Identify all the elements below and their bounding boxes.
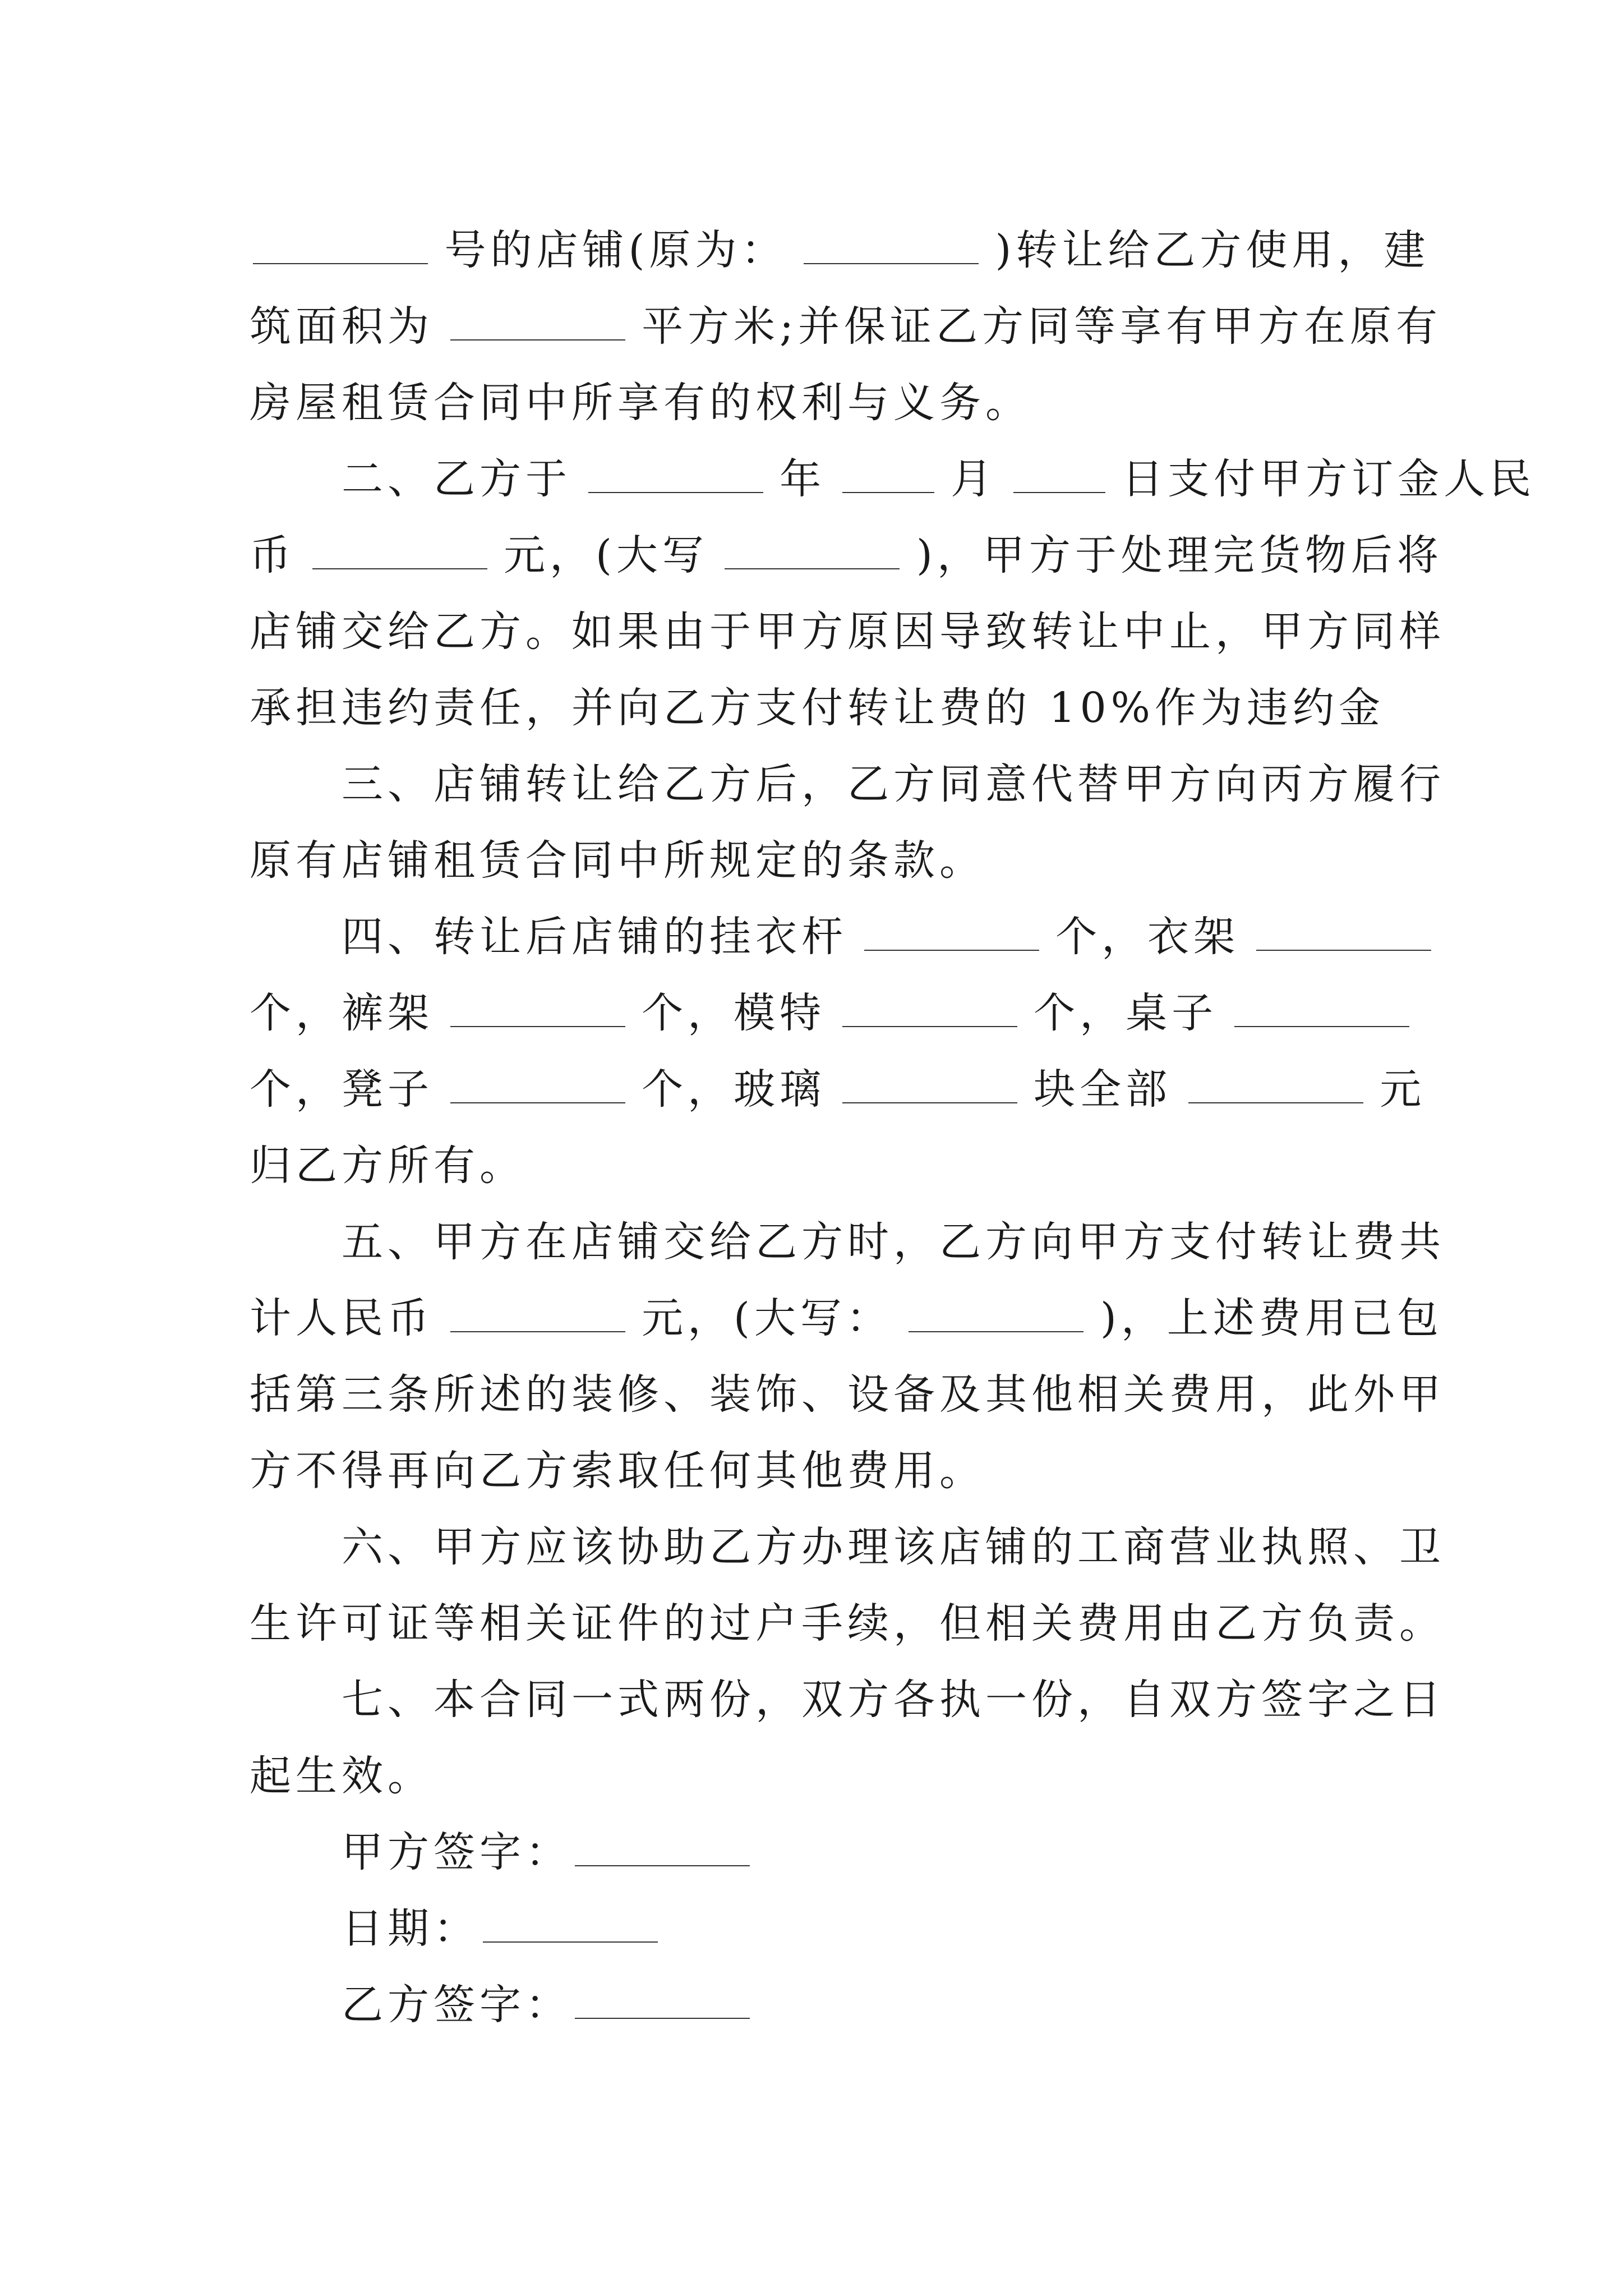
blank-field[interactable]: [1234, 992, 1409, 1027]
text-segment: 五、甲方在店铺交给乙方时，乙方向甲方支付转让费共: [342, 1218, 1445, 1266]
party-b-signature-field[interactable]: [575, 1984, 750, 2019]
text-segment: 七、本合同一式两份，双方各执一份，自双方签字之日: [342, 1676, 1445, 1724]
blank-field[interactable]: [450, 1297, 625, 1332]
party-a-signature-line: [250, 1814, 1382, 1890]
text-segment: 括第三条所述的装修、装饰、设备及其他相关费用，此外甲: [250, 1370, 1445, 1419]
text-segment: 元: [1380, 1065, 1426, 1114]
blank-field[interactable]: [1256, 916, 1431, 951]
party-a-signature-field[interactable]: [575, 1832, 750, 1866]
blank-field[interactable]: [312, 535, 487, 569]
blank-field[interactable]: [842, 1069, 1017, 1103]
text-segment: 原有店铺租赁合同中所规定的条款。: [250, 836, 985, 885]
date-field[interactable]: [483, 1908, 658, 1943]
contract-line: [250, 593, 1445, 670]
clause-2-heading-line: [250, 441, 1536, 517]
contract-line: [250, 212, 1430, 288]
text-segment: 年: [780, 455, 826, 503]
text-segment: 元，(大写: [504, 531, 708, 579]
text-segment: 筑面积为: [250, 302, 434, 351]
text-segment: 承担违约责任，并向乙方支付转让费的 10%作为违约金: [250, 684, 1385, 732]
text-segment: 方不得再向乙方索取任何其他费用。: [250, 1447, 985, 1495]
contract-line: [250, 288, 1442, 365]
contract-line: [250, 517, 1443, 593]
text-segment: 号的店铺(原为：: [444, 226, 787, 274]
blank-field[interactable]: [1013, 458, 1105, 493]
party-a-signature-label: 甲方签字：: [342, 1828, 571, 1876]
blank-field[interactable]: [842, 992, 1017, 1027]
blank-field[interactable]: [450, 306, 625, 341]
text-segment: 个，模特: [642, 989, 826, 1037]
party-b-signature-label: 乙方签字：: [342, 1981, 571, 2029]
text-segment: 店铺交给乙方。如果由于甲方原因导致转让中止，甲方同样: [250, 608, 1445, 656]
contract-line: [250, 1585, 1445, 1662]
text-segment: 个，衣架: [1055, 913, 1240, 961]
contract-line: [250, 822, 1382, 899]
text-segment: 归乙方所有。: [250, 1142, 525, 1190]
contract-body: [250, 212, 1536, 2043]
text-segment: 二、乙方于: [342, 455, 571, 503]
text-segment: 块全部: [1034, 1065, 1172, 1114]
contract-line: [250, 1433, 1382, 1509]
text-segment: 个，裤架: [250, 989, 434, 1037]
contract-line: [250, 975, 1382, 1051]
contract-line: [250, 670, 1385, 746]
blank-field[interactable]: [588, 458, 763, 493]
text-segment: 生许可证等相关证件的过户手续，但相关费用由乙方负责。: [250, 1599, 1445, 1648]
text-segment: )转让给乙方使用，建: [995, 226, 1430, 274]
contract-line: [250, 365, 1382, 441]
blank-field[interactable]: [804, 229, 979, 264]
blank-field[interactable]: [450, 1069, 625, 1103]
party-b-signature-line: [250, 1967, 1382, 2043]
clause-5-heading-line: [250, 1204, 1445, 1280]
text-segment: 币: [250, 531, 296, 579]
blank-field[interactable]: [253, 229, 428, 264]
text-segment: )，上述费用已包: [1100, 1294, 1443, 1342]
blank-field[interactable]: [725, 535, 900, 569]
text-segment: 四、转让后店铺的挂衣杆: [342, 913, 847, 961]
text-segment: 房屋租赁合同中所享有的权利与义务。: [250, 379, 1031, 427]
text-segment: )，甲方于处理完货物后将: [916, 531, 1443, 579]
blank-field[interactable]: [450, 992, 625, 1027]
text-segment: 个，凳子: [250, 1065, 434, 1114]
text-segment: 起生效。: [250, 1752, 434, 1800]
clause-6-heading-line: [250, 1509, 1445, 1585]
text-segment: 三、店铺转让给乙方后，乙方同意代替甲方向丙方履行: [342, 760, 1445, 808]
text-segment: 日支付甲方订金人民: [1122, 455, 1536, 503]
blank-field[interactable]: [909, 1297, 1083, 1332]
contract-line: [250, 1738, 1382, 1814]
contract-line: [250, 1280, 1443, 1356]
text-segment: 个，玻璃: [642, 1065, 826, 1114]
text-segment: 平方米;并保证乙方同等享有甲方在原有: [642, 302, 1442, 351]
blank-field[interactable]: [842, 458, 934, 493]
blank-field[interactable]: [1188, 1069, 1363, 1103]
text-segment: 个，桌子: [1034, 989, 1218, 1037]
date-label: 日期：: [342, 1904, 479, 1953]
text-segment: 六、甲方应该协助乙方办理该店铺的工商营业执照、卫: [342, 1523, 1445, 1571]
clause-4-heading-line: [250, 899, 1382, 975]
text-segment: 元，(大写：: [642, 1294, 892, 1342]
text-segment: 计人民币: [250, 1294, 434, 1342]
text-segment: 月: [951, 455, 997, 503]
clause-3-heading-line: [250, 746, 1445, 822]
contract-line: [250, 1356, 1445, 1433]
contract-line: [250, 1051, 1426, 1128]
date-line: [250, 1890, 1382, 1967]
clause-7-heading-line: [250, 1662, 1445, 1738]
contract-line: [250, 1128, 1382, 1204]
blank-field[interactable]: [864, 916, 1039, 951]
